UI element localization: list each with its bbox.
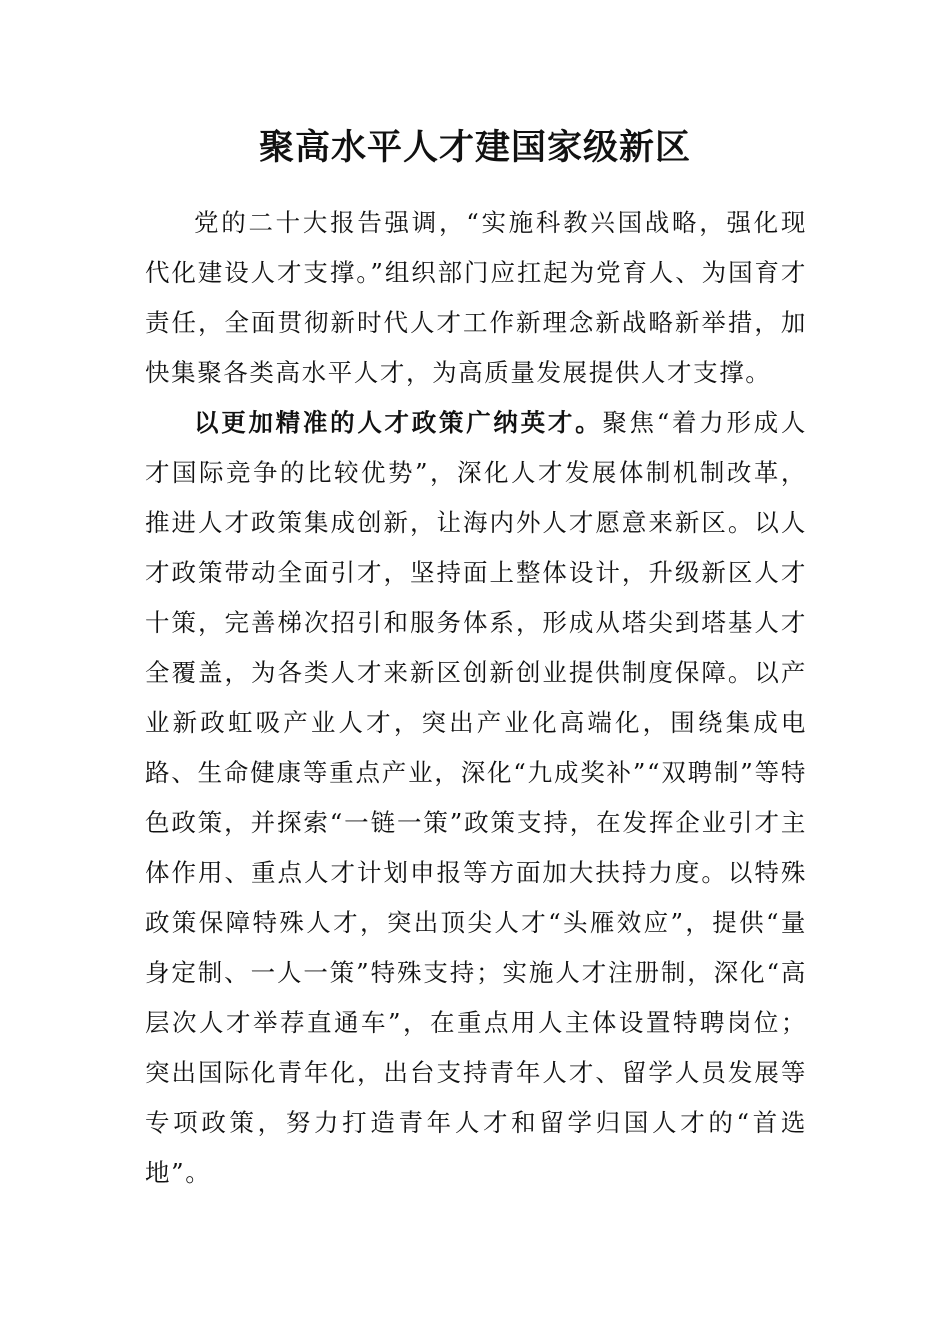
paragraph-2-lead: 以更加精准的人才政策广纳英才。 bbox=[194, 408, 603, 437]
document-body bbox=[145, 198, 807, 1198]
paragraph-1 bbox=[145, 198, 807, 398]
paragraph-1-text: 党的二十大报告强调，“实施科教兴国战略，强化现代化建设人才支撑。”组织部门应扛起为党育人、为国育才责任，全面贯彻新时代人才工作新理念新战略新举措，加快集聚各类高水平人才，为高质量发展提供人才支撑。 bbox=[145, 208, 807, 387]
paragraph-2-text: 聚焦“着力形成人才国际竞争的比较优势”，深化人才发展体制机制改革，推进人才政策集成创新，让海内外人才愿意来新区。以人才政策带动全面引才，坚持面上整体设计，升级新区人才十策，完善梯次招引和服务体系，形成从塔尖到塔基人才全覆盖，为各类人才来新区创新创业提供制度保障。以产业新政虹吸产业人才，突出产业化高端化，围绕集成电路、生命健康等重点产业，深化“九成奖补”“双聘制”等特色政策，并探索“一链一策”政策支持，在发挥企业引才主体作用、重点人才计划申报等方面加大扶持力度。以特殊政策保障特殊人才，突出顶尖人才“头雁效应”，提供“量身定制、一人一策”特殊支持；实施人才注册制，深化“高层次人才举荐直通车”，在重点用人主体设置特聘岗位；突出国际化青年化，出台支持青年人才、留学人员发展等专项政策，努力打造青年人才和留学归国人才的“首选地”。 bbox=[145, 408, 808, 1187]
paragraph-2 bbox=[145, 398, 807, 1198]
document-title: 聚高水平人才建国家级新区 bbox=[258, 127, 691, 168]
